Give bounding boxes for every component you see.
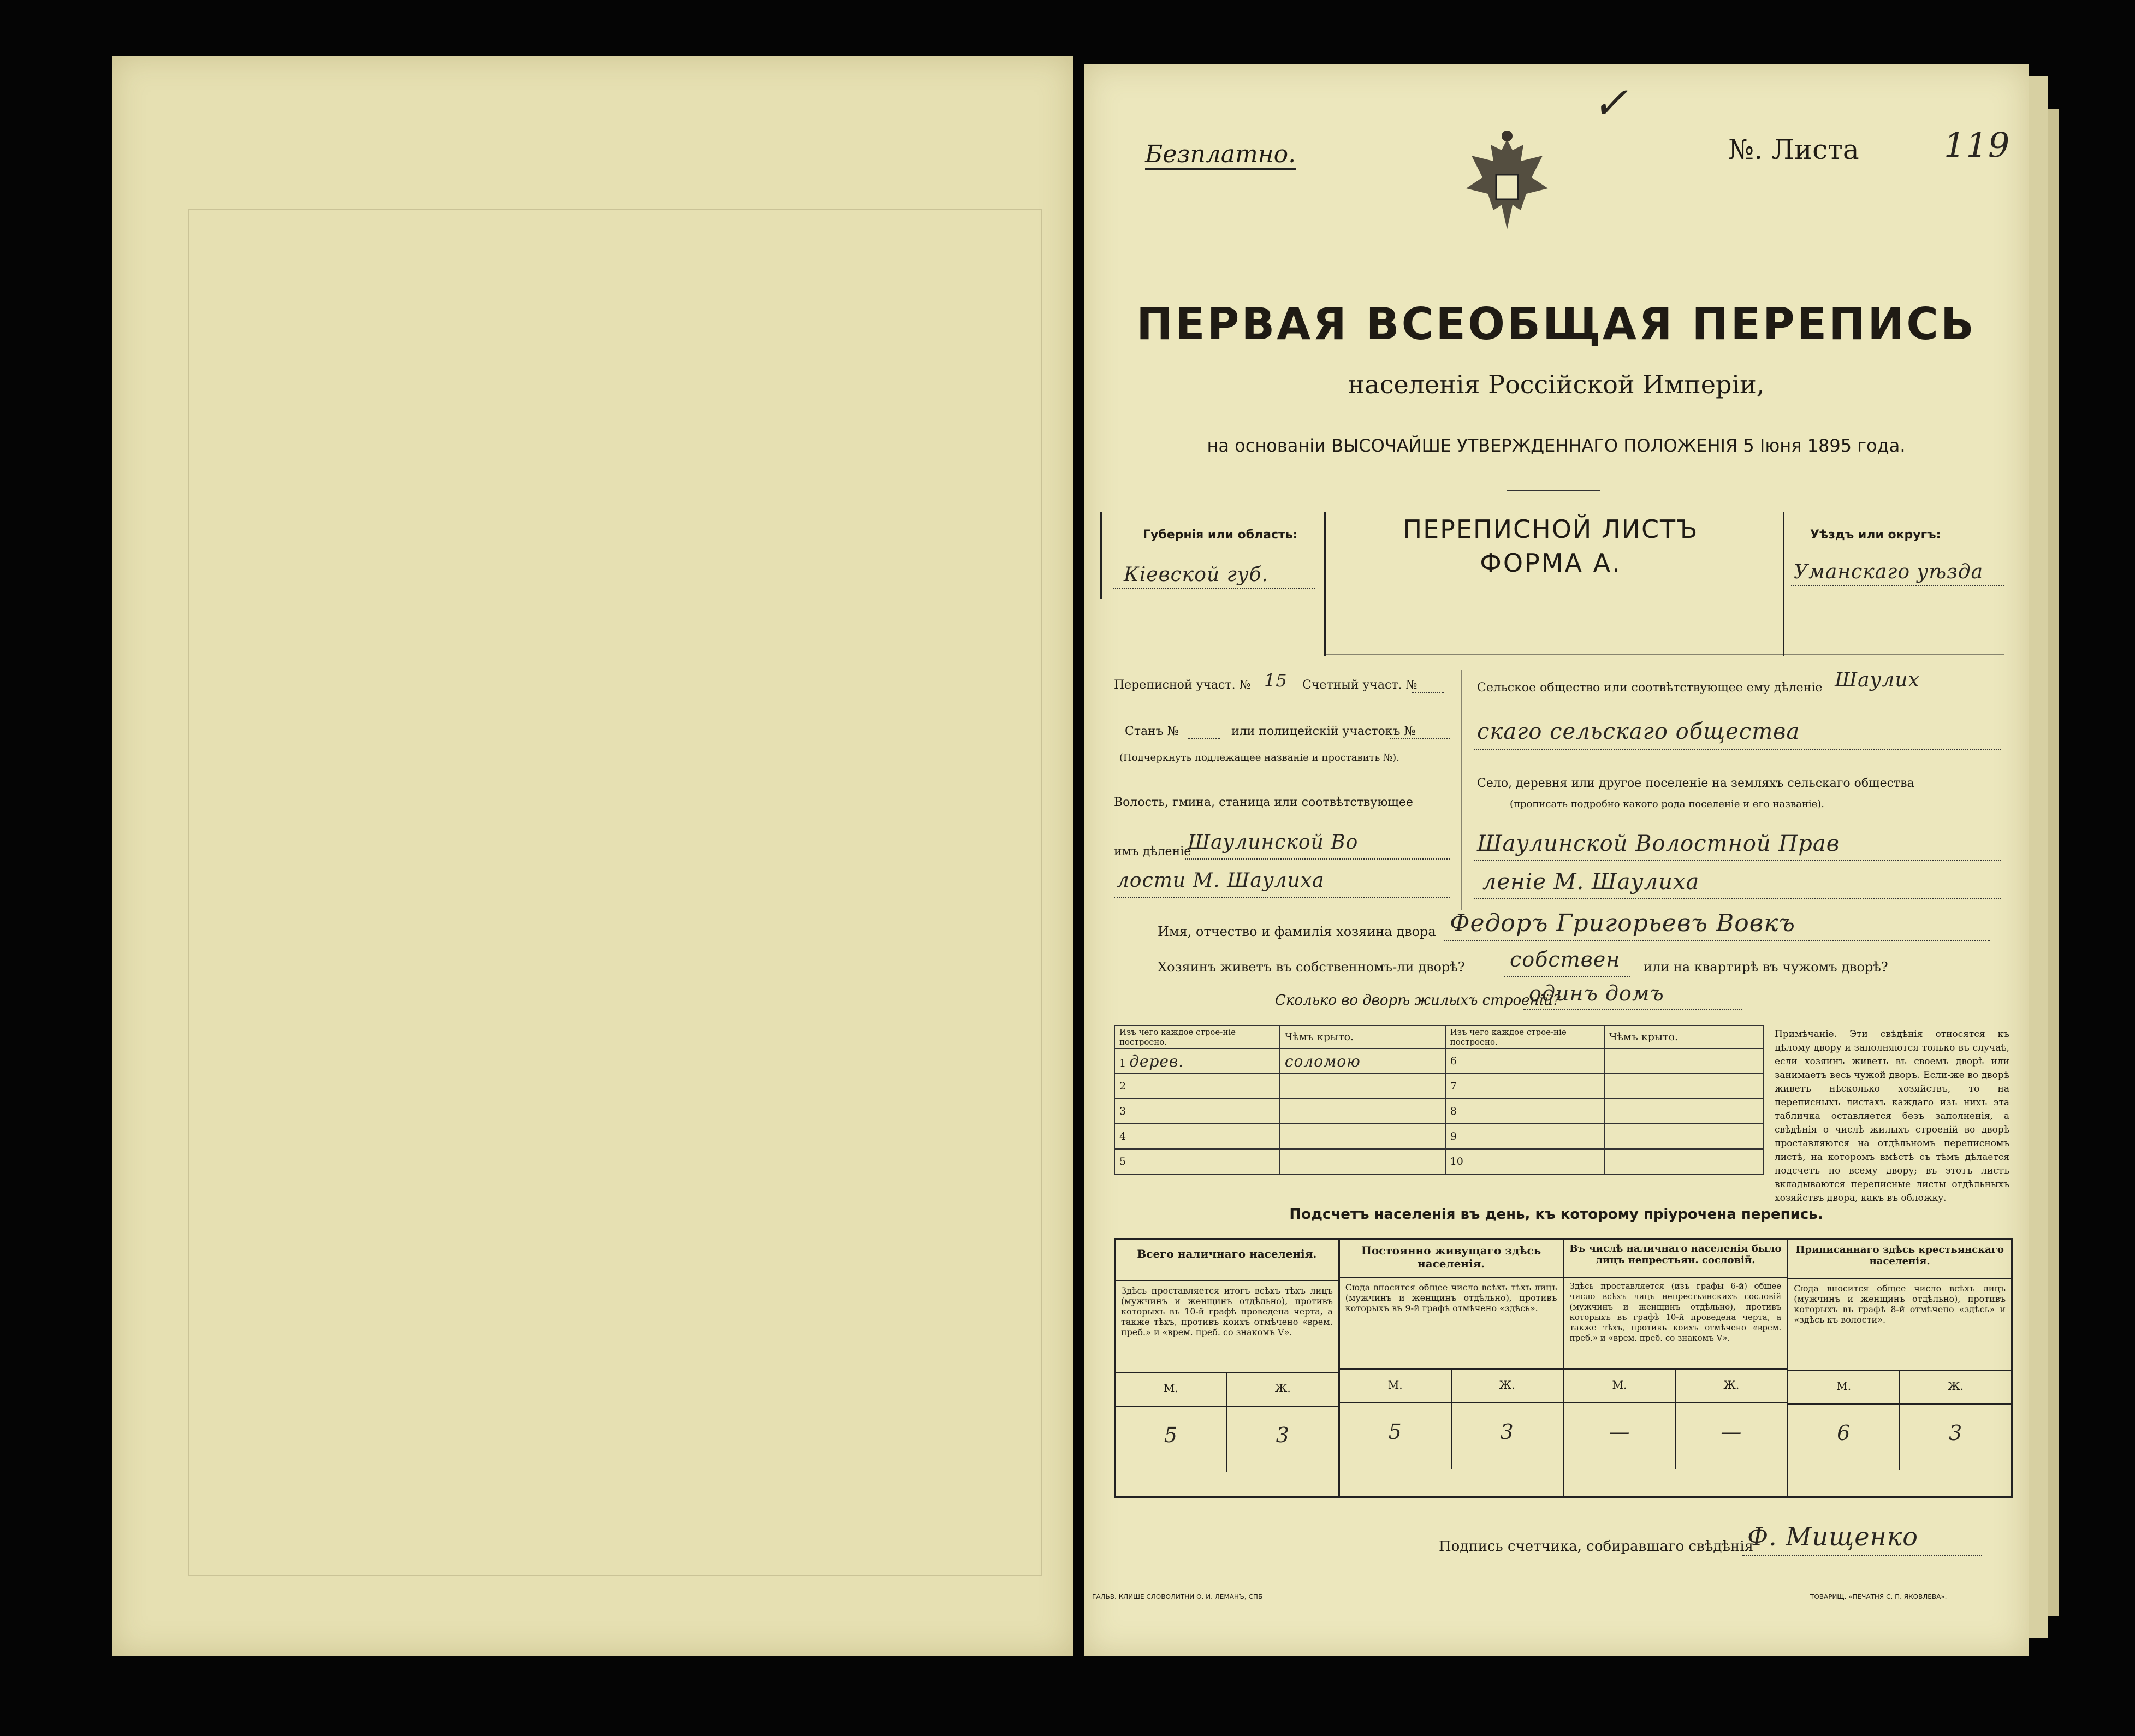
province-value: Кіевской губ. — [1124, 564, 1269, 586]
ornament-divider — [1507, 490, 1600, 491]
sex-header-row — [1788, 1370, 2011, 1405]
table-cell: 10 — [1445, 1149, 1604, 1174]
signature-value: Ф. Мищенко — [1747, 1522, 1918, 1551]
female-count: 3 — [1276, 1423, 1290, 1447]
table-cell — [1280, 1124, 1445, 1149]
table-cell: 9 — [1445, 1124, 1604, 1149]
male-header: М. — [1564, 1370, 1676, 1402]
village-value-1: Шаулинской Волостной Прав — [1477, 831, 1840, 856]
population-column — [1564, 1240, 1789, 1496]
column-divider — [1461, 670, 1462, 910]
imperial-eagle-emblem — [1461, 128, 1553, 238]
volost-label: Волость, гмина, станица или соотвѣтствующее — [1114, 796, 1413, 809]
table-row: 3 — [1114, 1099, 1280, 1124]
owner-label: Имя, отчество и фамилія хозяина двора — [1158, 924, 1436, 939]
footer-right: ТОВАРИЩ. «ПЕЧАТНЯ С. П. ЯКОВЛЕВА». — [1810, 1593, 1947, 1601]
volost-field-2 — [1114, 897, 1450, 898]
vertical-rule — [1783, 512, 1784, 656]
buildings-field — [1523, 1009, 1742, 1010]
stan-field — [1188, 738, 1220, 739]
population-column — [1116, 1240, 1340, 1496]
table-cell: 6 — [1445, 1048, 1604, 1074]
count-row — [1116, 1407, 1338, 1472]
population-column — [1788, 1240, 2011, 1496]
male-count: 5 — [1340, 1403, 1452, 1469]
page-edge — [2029, 76, 2048, 1638]
province-box — [1100, 512, 1320, 599]
left-page — [112, 56, 1073, 1656]
female-header: Ж. — [1723, 1378, 1740, 1391]
table-cell — [1604, 1124, 1763, 1149]
table-cell — [1280, 1149, 1445, 1174]
male-count: — — [1564, 1403, 1676, 1469]
table-cell: соломою — [1280, 1048, 1445, 1074]
counting-district-field — [1412, 692, 1444, 693]
table-cell: 8 — [1445, 1099, 1604, 1124]
lives-label-2: или на квартирѣ въ чужомъ дворѣ? — [1644, 959, 1888, 975]
table-cell — [1604, 1099, 1763, 1124]
male-header: М. — [1340, 1370, 1452, 1402]
sheet-number-value: 119 — [1944, 125, 2011, 165]
bleed-through-frame — [188, 209, 1042, 1576]
female-header: Ж. — [1499, 1378, 1515, 1391]
subtitle: населенія Россійской Имперіи, — [1348, 370, 1765, 399]
female-header: Ж. — [1274, 1382, 1291, 1395]
society-value-2: скаго сельскаго общества — [1477, 719, 1800, 744]
roof-header: Чѣмъ крыто. — [1280, 1026, 1445, 1048]
column-description: Сюда вносится общее число всѣхъ лицъ (мужчинъ и женщинъ отдѣльно), противъ которыхъ въ графѣ 8-й отмѣчено «здѣсь» и «здѣсь къ волости». — [1794, 1283, 2006, 1325]
stan-label: Станъ № — [1125, 725, 1179, 738]
page-edge — [2048, 109, 2059, 1616]
table-row: 5 — [1114, 1149, 1280, 1174]
police-district-label: или полицейскій участокъ № — [1231, 725, 1416, 738]
count-row — [1340, 1403, 1563, 1469]
village-field-2 — [1474, 898, 2001, 899]
village-field-1 — [1474, 860, 2001, 861]
volost-field-1 — [1185, 858, 1450, 860]
sheet-number-label: №. Листа — [1728, 134, 1859, 165]
roof-header: Чѣмъ крыто. — [1604, 1026, 1763, 1048]
table-cell — [1604, 1074, 1763, 1099]
district-label: Уѣздъ или округъ: — [1810, 528, 1941, 542]
form-title-line1: ПЕРЕПИСНОЙ ЛИСТЪ — [1403, 514, 1699, 544]
village-hint: (прописать подробно какого рода поселеніе и его названіе). — [1510, 798, 1824, 810]
census-district-value: 15 — [1264, 670, 1288, 691]
counting-district-label: Счетный участ. № — [1302, 678, 1418, 692]
population-table — [1114, 1238, 2013, 1498]
horizontal-rule — [1324, 654, 2004, 655]
table-row: 1 дерев. — [1114, 1048, 1280, 1074]
male-header: М. — [1116, 1373, 1227, 1406]
column-description: Здѣсь проставляется итогъ всѣхъ тѣхъ лицъ (мужчинъ и женщинъ отдѣльно), противъ которыхъ въ 10-й графѣ проведена черта, а также тѣхъ, противъ коихъ отмѣчено «врем. преб.» и «врем. преб. со знакомъ V». — [1121, 1285, 1333, 1337]
column-heading: Постоянно живущаго здѣсь населенія. — [1340, 1240, 1563, 1278]
material-header: Изъ чего каждое строе-ніе построено. — [1114, 1026, 1280, 1048]
signature-label: Подпись счетчика, собиравшаго свѣдѣнія — [1439, 1538, 1754, 1555]
female-header: Ж. — [1948, 1379, 1964, 1393]
district-value: Уманскаго уѣзда — [1794, 561, 1984, 583]
footer-left: ГАЛЬВ. КЛИШЕ СЛОВОЛИТНИ О. И. ЛЕМАНЪ, СПБ — [1092, 1593, 1263, 1601]
volost-value-2: лости М. Шаулиха — [1117, 869, 1325, 892]
buildings-label: Сколько во дворѣ жилыхъ строеній? — [1275, 992, 1561, 1009]
form-title-block — [1324, 514, 1777, 578]
sex-header-row — [1564, 1368, 1787, 1403]
society-value-1: Шаулих — [1835, 669, 1920, 691]
column-description: Здѣсь проставляется (изъ графы 6-й) общее число всѣхъ лицъ непрестьянскихъ сословій (мужчинъ и женщинъ отдѣльно), противъ которыхъ въ графѣ 10-й проведена черта, а также тѣхъ, противъ коихъ отмѣчено «врем. преб.» и «врем. преб. со знакомъ V». — [1569, 1281, 1782, 1343]
table-cell: 7 — [1445, 1074, 1604, 1099]
table-row: 4 — [1114, 1124, 1280, 1149]
buildings-value: одинъ домъ — [1529, 981, 1664, 1005]
male-header: М. — [1788, 1371, 1900, 1403]
legal-basis: на основаніи ВЫСОЧАЙШЕ УТВЕРЖДЕННАГО ПОЛОЖЕНІЯ 5 Іюня 1895 года. — [1207, 435, 1906, 456]
population-column — [1340, 1240, 1564, 1496]
column-description: Сюда вносится общее число всѣхъ тѣхъ лицъ (мужчинъ и женщинъ отдѣльно), противъ которыхъ въ 9-й графѣ отмѣчено «здѣсь». — [1345, 1282, 1557, 1313]
column-heading: Въ числѣ наличнаго населенія было лицъ непрестьян. сословій. — [1564, 1240, 1787, 1278]
vertical-rule — [1324, 512, 1326, 656]
underline-hint: (Подчеркнуть подлежащее названіе и проставить №). — [1119, 752, 1399, 763]
table-row: 2 — [1114, 1074, 1280, 1099]
check-mark: ✓ — [1592, 78, 1629, 128]
volost-label-2: имъ дѣленіе — [1114, 845, 1191, 858]
table-cell — [1604, 1048, 1763, 1074]
volost-value-1: Шаулинской Во — [1188, 831, 1359, 854]
column-heading: Всего наличнаго населенія. — [1116, 1240, 1338, 1281]
census-district-label: Переписной участ. № — [1114, 678, 1251, 692]
main-title: ПЕРВАЯ ВСЕОБЩАЯ ПЕРЕПИСЬ — [1136, 299, 1976, 349]
buildings-table — [1114, 1025, 1764, 1175]
lives-label: Хозяинъ живетъ въ собственномъ-ли дворѣ? — [1158, 959, 1465, 975]
free-label: Безплатно. — [1145, 140, 1296, 170]
form-title-line2: ФОРМА А. — [1480, 548, 1622, 578]
note-text: Примѣчаніе. Эти свѣдѣнія относятся къ цѣлому двору и заполняются только въ случаѣ, если хозяинъ живетъ въ своемъ дворѣ или занимаетъ весь чужой дворъ. Если-же во дворѣ живетъ нѣсколько хозяйствъ, то на переписныхъ листахъ каждаго изъ нихъ эта табличка оставляется безъ заполненія, а свѣдѣнія о числѣ жилыхъ строеній во дворѣ проставляются на отдѣльномъ переписномъ листѣ, на которомъ вмѣстѣ съ тѣмъ дѣлается подсчетъ по всему двору; въ этотъ листъ вкладываются переписные листы отдѣльныхъ хозяйствъ двора, какъ въ обложку. — [1775, 1029, 2009, 1204]
police-district-field — [1390, 738, 1450, 739]
female-count: 3 — [1500, 1420, 1514, 1444]
male-count: 6 — [1788, 1405, 1900, 1470]
census-form-page — [1084, 64, 2029, 1656]
female-count: 3 — [1948, 1421, 1963, 1445]
table-cell — [1280, 1099, 1445, 1124]
count-row — [1564, 1403, 1787, 1469]
material-header: Изъ чего каждое строе-ніе построено. — [1445, 1026, 1604, 1048]
owner-field — [1444, 940, 1990, 941]
column-heading: Приписаннаго здѣсь крестьянскаго населенія. — [1788, 1240, 2011, 1279]
sex-header-row — [1116, 1372, 1338, 1407]
lives-field — [1504, 976, 1630, 977]
lives-value: собствен — [1510, 947, 1621, 971]
society-field — [1474, 749, 2001, 750]
province-label: Губернія или область: — [1143, 528, 1298, 542]
sex-header-row — [1340, 1368, 1563, 1403]
table-cell — [1604, 1149, 1763, 1174]
province-underline — [1113, 588, 1315, 589]
female-count: — — [1721, 1420, 1742, 1444]
village-label: Село, деревня или другое поселеніе на земляхъ сельскаго общества — [1477, 777, 1914, 790]
owner-value: Федоръ Григорьевъ Вовкъ — [1450, 909, 1795, 937]
male-count: 5 — [1116, 1407, 1227, 1472]
count-row — [1788, 1405, 2011, 1470]
signature-field — [1742, 1555, 1982, 1556]
table-cell — [1280, 1074, 1445, 1099]
population-title: Подсчетъ населенія въ день, къ которому пріурочена перепись. — [1289, 1206, 1823, 1223]
population-columns — [1116, 1240, 2011, 1496]
society-label: Сельское общество или соотвѣтствующее ему дѣленіе — [1477, 681, 1823, 695]
district-underline — [1791, 585, 2004, 586]
village-value-2: леніе М. Шаулиха — [1482, 869, 1700, 894]
